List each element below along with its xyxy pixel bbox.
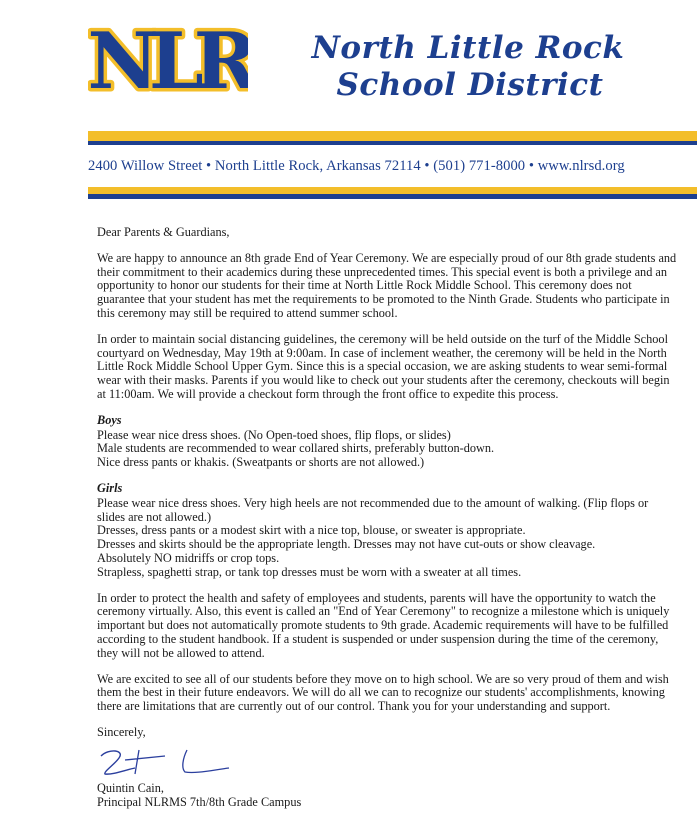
text-line: Please wear nice dress shoes. Very high heels are not recommended due to the amount of walking. (Flip flops or bbox=[97, 495, 649, 510]
text-line: they will not be allowed to attend. bbox=[97, 645, 265, 660]
text-line: We are excited to see all of our students before they move on to high school. We are so very proud of them and wish bbox=[97, 671, 669, 686]
paragraph-closing bbox=[97, 673, 687, 714]
paragraph-logistics bbox=[97, 333, 687, 402]
closing: Sincerely, bbox=[97, 724, 146, 739]
text-line: according to the student handbook. If a student is suspended or under suspension during the time of the ceremony, bbox=[97, 631, 659, 646]
signer-title: Principal NLRMS 7th/8th Grade Campus bbox=[97, 794, 302, 809]
text-line: Dresses, dress pants or a modest skirt with a nice top, blouse, or sweater is appropriate. bbox=[97, 523, 526, 538]
text-line: their commitment to their academics during these unprecedented times. This special event is both a privilege and an bbox=[97, 264, 668, 279]
text-line: In order to protect the health and safety of employees and students, parents will have the opportunity to watch the bbox=[97, 590, 656, 605]
text-line: guarantee that your student has met the requirements to be promoted to the Ninth Grade. Students who participate in bbox=[97, 292, 670, 307]
text-line: Strapless, spaghetti strap, or tank top dresses must be worn with a sweater at all times. bbox=[97, 564, 522, 579]
boys-heading: Boys bbox=[97, 412, 122, 427]
text-line: important but does not automatically promote students to 9th grade. Academic requirements will have to be fulfilled bbox=[97, 618, 669, 633]
text-line: at 11:00am. We will provide a checkout form through the front office to expedite this process. bbox=[97, 386, 559, 401]
text-line: We are happy to announce an 8th grade End of Year Ceremony. We are especially proud of our 8th grade students and bbox=[97, 250, 677, 265]
text-line: opportunity to honor our students for their time at North Little Rock Middle School. This ceremony does not bbox=[97, 278, 632, 293]
blue-rule-top bbox=[88, 141, 697, 145]
text-line: ceremony virtually. Also, this event is called an "End of Year Ceremony" to recognize a milestone which is uniquely bbox=[97, 604, 670, 619]
district-name bbox=[268, 30, 668, 104]
text-line: Dresses and skirts should be the appropriate length. Dresses may not have cut-outs or show cleavage. bbox=[97, 537, 596, 552]
signer-block bbox=[97, 782, 687, 810]
text-line: wear with their masks. Parents if you would like to check out your students after the ceremony, checkouts will begin bbox=[97, 373, 670, 388]
text-line: slides are not allowed.) bbox=[97, 509, 212, 524]
district-address: 2400 Willow Street • North Little Rock, Arkansas 72114 • (501) 771-8000 • www.nlrsd.org bbox=[88, 158, 625, 174]
handwritten-signature bbox=[95, 744, 245, 780]
gold-rule-bottom bbox=[88, 187, 697, 194]
dress-code-girls bbox=[97, 482, 687, 580]
district-name-line2: School District bbox=[336, 67, 604, 103]
nlr-logo bbox=[88, 14, 248, 112]
letter-body bbox=[97, 226, 687, 821]
blue-rule-bottom bbox=[88, 194, 697, 199]
text-line: courtyard on Wednesday, May 19th at 9:00am. In case of inclement weather, the ceremony will be held in the North bbox=[97, 345, 667, 360]
salutation: Dear Parents & Guardians, bbox=[97, 225, 230, 239]
district-name-line1: North Little Rock bbox=[311, 30, 625, 66]
dress-code-boys bbox=[97, 414, 687, 470]
logo-text: NLR bbox=[88, 16, 248, 107]
text-line: Please wear nice dress shoes. (No Open-toed shoes, flip flops, or slides) bbox=[97, 427, 451, 442]
text-line: Nice dress pants or khakis. (Sweatpants or shorts are not allowed.) bbox=[97, 455, 425, 470]
text-line: Male students are recommended to wear collared shirts, preferably button-down. bbox=[97, 441, 495, 456]
gold-rule-top bbox=[88, 131, 697, 141]
paragraph-announcement bbox=[97, 252, 687, 321]
text-line: Absolutely NO midriffs or crop tops. bbox=[97, 550, 280, 565]
paragraph-virtual bbox=[97, 592, 687, 661]
text-line: In order to maintain social distancing guidelines, the ceremony will be held outside on the turf of the Middle School bbox=[97, 331, 668, 346]
text-line: them the best in their future endeavors. We will do all we can to recognize our students' accomplishments, knowing bbox=[97, 685, 665, 700]
signer-name: Quintin Cain, bbox=[97, 780, 164, 795]
text-line: there are limitations that are currently out of our control. Thank you for your understanding and support. bbox=[97, 699, 611, 714]
girls-heading: Girls bbox=[97, 480, 123, 495]
text-line: Little Rock Middle School Upper Gym. Since this is a special occasion, we are asking students to wear semi-formal bbox=[97, 359, 668, 374]
text-line: this ceremony may still be required to attend summer school. bbox=[97, 305, 398, 320]
